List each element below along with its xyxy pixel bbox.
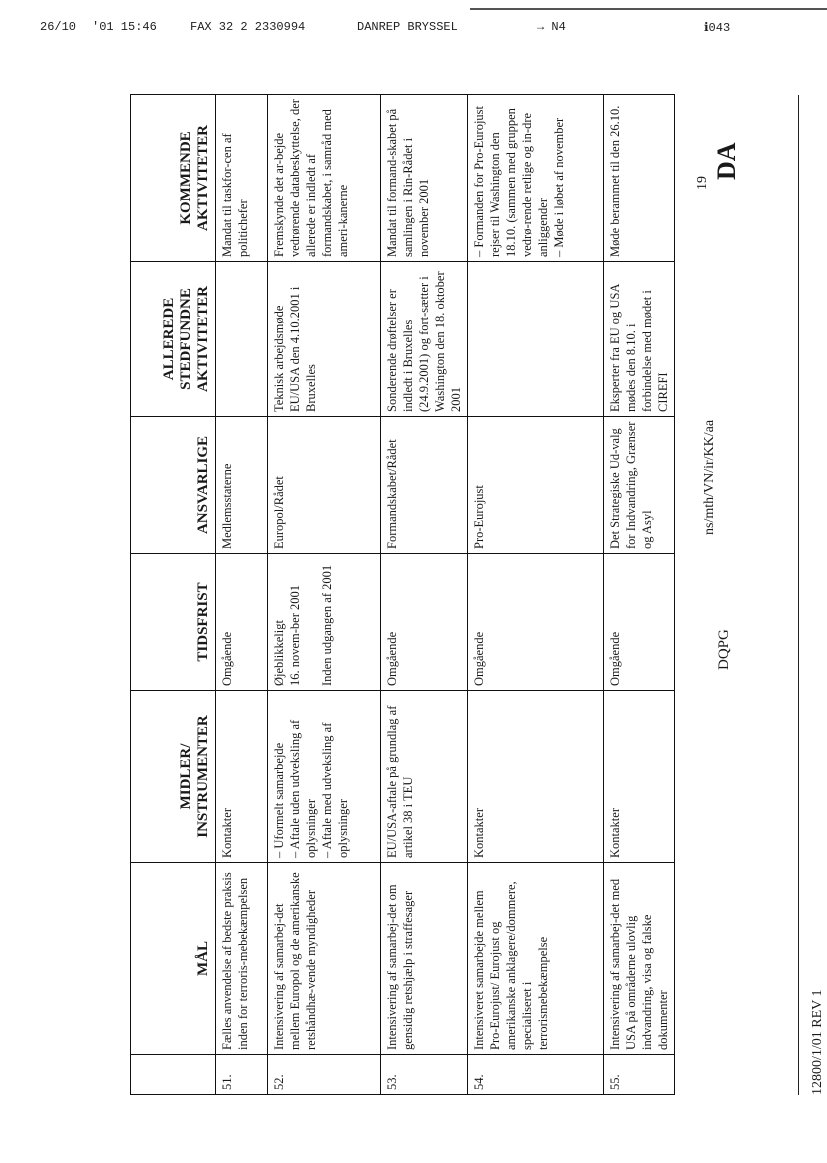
cell-tidsfrist: Omgående [468, 554, 604, 691]
row-number: 52. [268, 1055, 381, 1095]
page-number: 19 [695, 176, 710, 190]
header-tidsfrist: TIDSFRIST [131, 554, 216, 691]
cell-kommende: – Formanden for Pro-Eurojust rejser til Washington den 18.10. (sammen med gruppen vedrø-rende retlige og in-dre anliggender – Møde i løbet af november [468, 95, 604, 262]
header-allerede: ALLEREDE STEDFUNDNE AKTIVITETER [131, 262, 216, 417]
cell-kommende: Fremskynde det ar-bejde vedrørende databeskyttelse, der allerede er indledt af formandskabet, i samråd med ameri-kanerne [268, 95, 381, 262]
row-number: 55. [604, 1055, 675, 1095]
cell-midler: EU/USA-aftale på grundlag af artikel 38 i TEU [381, 691, 468, 863]
cell-kommende: Mandat til taskfor-cen af politichefer [216, 95, 268, 262]
row-number: 51. [216, 1055, 268, 1095]
cell-allerede: Eksperter fra EU og USA mødes den 8.10. i forbindelse med mødet i CIREFI [604, 262, 675, 417]
cell-maal: Fælles anvendelse af bedste praksis inden for terroris-mebekæmpelsen [216, 863, 268, 1055]
table-header-row [131, 95, 216, 1095]
cell-ansvarlige: Formandskabet/Rådet [381, 417, 468, 554]
table-row [268, 95, 381, 1095]
fax-date: 26/10 [40, 20, 77, 34]
cell-maal: Intensivering af samarbej-det med USA på områderne ulovlig indvandring, visa og falske dokumenter [604, 863, 675, 1055]
cell-maal: Intensivering af samarbej-det mellem Europol og de amerikanske retshåndhæ-vende myndigheder [268, 863, 381, 1055]
cell-tidsfrist: Omgående [604, 554, 675, 691]
cell-ansvarlige: Europol/Rådet [268, 417, 381, 554]
cell-ansvarlige: Det Strategiske Ud-valg for Indvandring, Grænser og Asyl [604, 417, 675, 554]
cell-allerede [216, 262, 268, 417]
fax-number: FAX 32 2 2330994 [190, 20, 306, 34]
cell-midler: – Uformelt samarbejde – Aftale uden udveksling af oplysninger – Aftale med udveksling af oplysninger [268, 691, 381, 863]
language-code: DA [712, 142, 741, 180]
cell-ansvarlige: Medlemsstaterne [216, 417, 268, 554]
cell-midler: Kontakter [604, 691, 675, 863]
table-row [604, 95, 675, 1095]
cell-midler: Kontakter [216, 691, 268, 863]
header-kommende: KOMMENDE AKTIVITETER [131, 95, 216, 262]
fax-route: → N4 [537, 20, 566, 34]
cell-kommende: Mandat til formand-skabet på samlingen i Rin-Rådet i november 2001 [381, 95, 468, 262]
cell-midler: Kontakter [468, 691, 604, 863]
document-reference: 12800/1/01 REV 1 [810, 989, 825, 1095]
row-number: 54. [468, 1055, 604, 1095]
table-row [216, 95, 268, 1095]
fax-header [0, 20, 827, 38]
cell-allerede: Teknisk arbejdsmøde EU/USA den 4.10.2001 i Bruxelles [268, 262, 381, 417]
header-midler: MIDLER/ INSTRUMENTER [131, 691, 216, 863]
fax-page: ℹ043 [704, 21, 731, 35]
fax-sender: DANREP BRYSSEL [357, 20, 458, 34]
table-row [381, 95, 468, 1095]
author-initials: ns/mth/VN/ir/KK/aa [702, 419, 717, 535]
row-number: 53. [381, 1055, 468, 1095]
cell-allerede [468, 262, 604, 417]
header-num [131, 1055, 216, 1095]
cell-maal: Intensiveret samarbejde mellem Pro-Eurojust/ Eurojust og amerikanske anklagere/dommere, specialiseret i terrorismebekæmpelse [468, 863, 604, 1055]
cell-tidsfrist: Omgående [381, 554, 468, 691]
header-ansvarlige: ANSVARLIGE [131, 417, 216, 554]
fax-time: '01 15:46 [92, 20, 157, 34]
cell-maal: Intensivering af samarbej-det om gensidig retshjælp i straffesager [381, 863, 468, 1055]
cell-ansvarlige: Pro-Eurojust [468, 417, 604, 554]
cell-allerede: Sonderende drøftelser er indledt i Bruxelles (24.9.2001) og fort-sætter i Washington den 18. oktober 2001 [381, 262, 468, 417]
rotated-page-content [130, 95, 825, 1095]
activity-table [130, 94, 675, 1095]
scan-edge-line [470, 8, 827, 10]
header-maal: MÅL [131, 863, 216, 1055]
unit-code: DQPG [716, 629, 732, 670]
table-row [468, 95, 604, 1095]
cell-kommende: Møde berammet til den 26.10. [604, 95, 675, 262]
cell-tidsfrist: Øjeblikkeligt 16. novem-ber 2001 Inden udgangen af 2001 [268, 554, 381, 691]
footer-rule [798, 95, 799, 1095]
cell-tidsfrist: Omgående [216, 554, 268, 691]
